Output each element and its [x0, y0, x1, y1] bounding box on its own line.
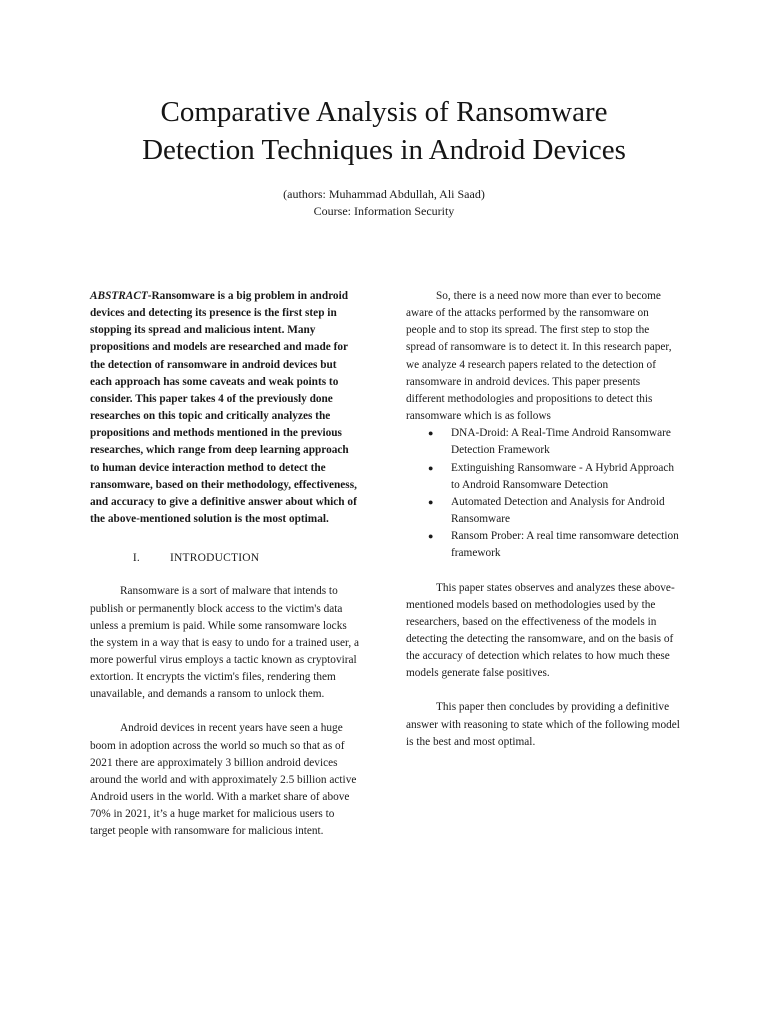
intro-paragraph-1: Ransomware is a sort of malware that intends to publish or permanently block access to the victim's data unless a premium is paid. While some ransomware locks the system in a way that is easy to undo for a trained user, a more powerful virus employs a tactic known as cryptoviral extortion. It encrypts the victim's files, rendering them unavailable, and demands a ransom to unlock them. — [90, 585, 360, 701]
right-paragraph-1: This paper states observes and analyzes these above-mentioned models based on methodologies used by the researchers, based on the effectiveness of the models in detecting the detecting the ransomware, and on the basis of the accuracy of detection which relates to how much these models generate false positives. — [406, 581, 675, 680]
list-item — [406, 460, 680, 494]
title-line-2: Detection Techniques in Android Devices — [142, 134, 626, 166]
abstract-lead: ABSTRACT — [90, 290, 148, 302]
section-title: INTRODUCTION — [170, 552, 260, 565]
papers-list — [406, 425, 680, 562]
list-item-text: Extinguishing Ransomware - A Hybrid Approach to Android Ransomware Detection — [451, 461, 675, 491]
list-item — [406, 528, 680, 562]
author-block — [0, 186, 768, 220]
left-column — [90, 288, 360, 841]
list-item-text: Automated Detection and Analysis for Android Ransomware — [451, 495, 665, 526]
list-item-text: DNA-Droid: A Real-Time Android Ransomware Detection Framework — [451, 427, 671, 457]
list-item — [406, 494, 680, 528]
section-heading-introduction — [90, 550, 360, 567]
authors-line: (authors: Muhammad Abdullah, Ali Saad) — [283, 187, 485, 201]
section-number: I. — [132, 552, 140, 565]
right-paragraph-2: This paper then concludes by providing a definitive answer with reasoning to state which of the following model is the best and most optimal. — [406, 701, 680, 748]
bullet-icon: ● — [428, 428, 434, 439]
list-item — [406, 425, 680, 459]
abstract-text: -Ransomware is a big problem in android devices and detecting its presence is the first step in stopping its spread and malicious intent. Many propositions and models are researched and made for the detection of ransomware in android devices but each approach has some caveats and weak points to consider. This paper takes 4 of the previously done researches on this topic and critically analyzes the propositions and methods mentioned in the previous researches, which range from deep learning approach to human device interaction method to detect the ransomware, based on their methodology, effectiveness, and accuracy to give a definitive answer about which of the above-mentioned solution is the most optimal. — [90, 290, 357, 526]
bullet-icon: ● — [428, 462, 434, 473]
paper-title — [0, 93, 768, 169]
abstract — [90, 288, 360, 528]
course-line: Course: Information Security — [313, 204, 455, 218]
right-intro-paragraph: So, there is a need now more than ever to become aware of the attacks performed by the ransomware on people and to stop its spread. The first step to stop the spread of ransomware is to detect it. In this research paper, we analyze 4 research papers related to the detection of ransomware in android devices. This paper presents different methodologies and propositions to detect this ransomware which is as follows — [406, 290, 672, 423]
right-column — [406, 288, 680, 751]
bullet-icon: ● — [428, 531, 434, 542]
bullet-icon: ● — [428, 496, 434, 507]
list-item-text: Ransom Prober: A real time ransomware detection framework — [451, 530, 679, 560]
intro-paragraph-2: Android devices in recent years have seen a huge boom in adoption across the world so much so that as of 2021 there are approximately 3 billion android devices around the world and with approximately 2.5 billion active Android users in the world. With a market share of above 70% in 2021, it’s a huge market for malicious users to target people with ransomware for malicious intent. — [90, 722, 357, 838]
title-line-1: Comparative Analysis of Ransomware — [160, 96, 608, 128]
